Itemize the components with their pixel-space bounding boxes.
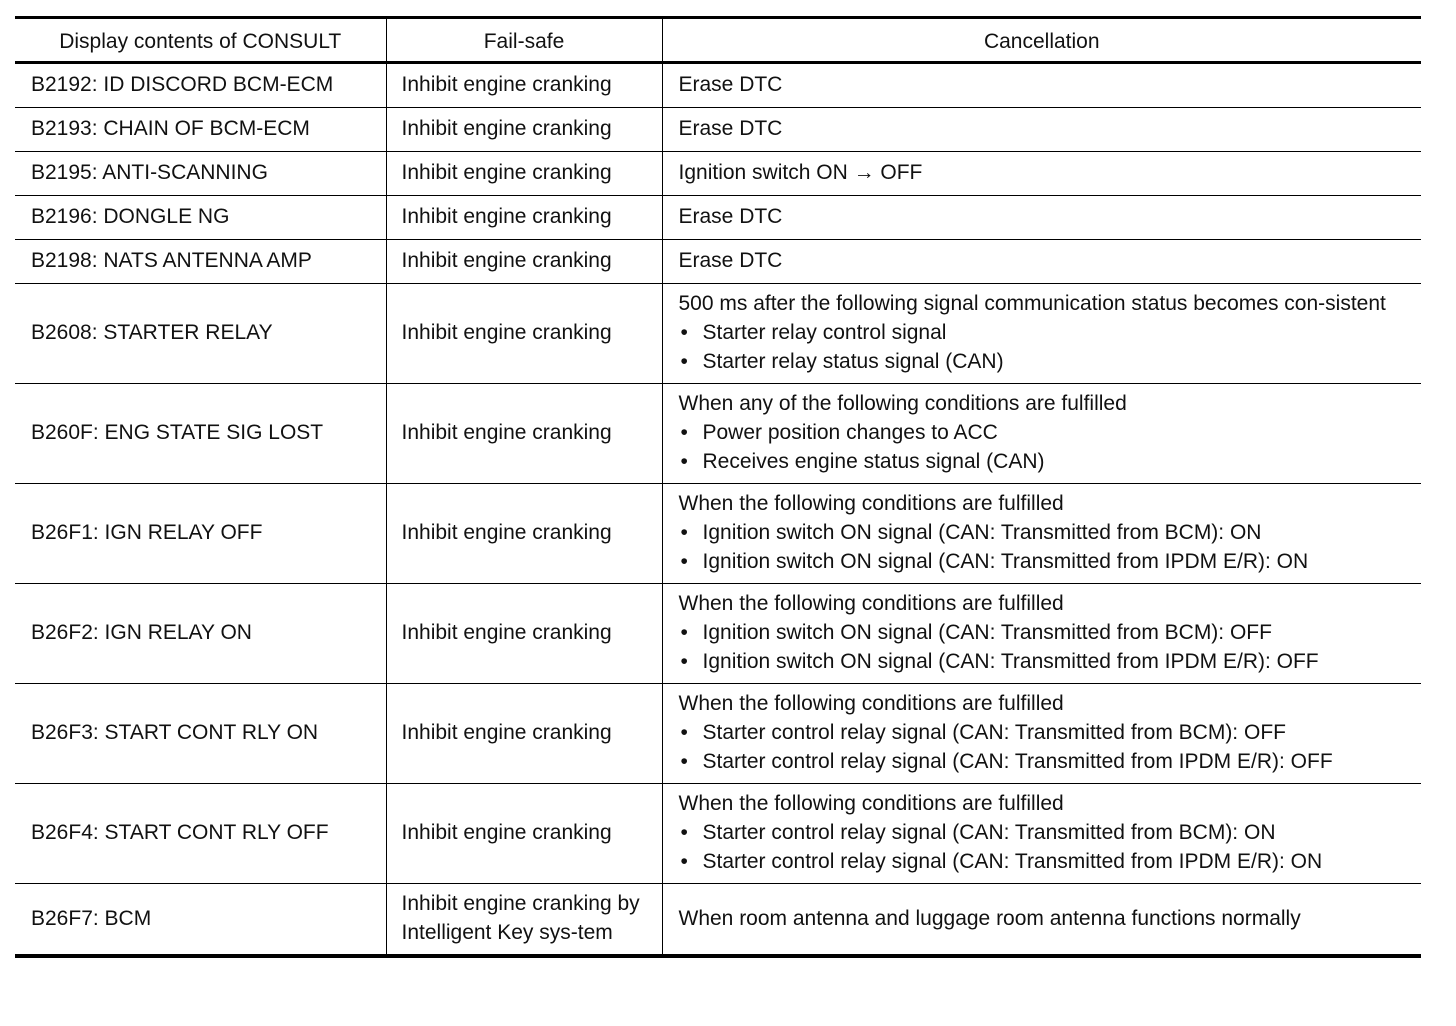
condition-list [679, 518, 1412, 576]
condition-list-item [679, 618, 1412, 647]
bullet-icon: • [680, 850, 688, 873]
cancellation-cell [662, 584, 1421, 684]
fail-safe-cell: Inhibit engine cranking [386, 584, 662, 684]
header-display-contents: Display contents of CONSULT [59, 29, 342, 53]
condition-text: Power position changes to ACC [702, 421, 998, 444]
table-row [15, 284, 1421, 384]
condition-text: Starter relay control signal [702, 321, 947, 344]
display-contents-cell: B26F4: START CONT RLY OFF [15, 784, 386, 884]
cancellation-text: Erase DTC [678, 117, 783, 140]
table-row [15, 884, 1421, 957]
fail-safe-cell: Inhibit engine cranking [386, 484, 662, 584]
bullet-icon: • [680, 721, 688, 744]
cancellation-text: When the following conditions are fulfilled [678, 692, 1064, 715]
condition-list [679, 718, 1412, 776]
cancellation-text: Erase DTC [678, 73, 783, 96]
display-contents-cell: B2195: ANTI-SCANNING [15, 152, 386, 196]
condition-text: Starter relay status signal (CAN) [702, 350, 1004, 373]
dtc-table-container [15, 16, 1421, 958]
dtc-failsafe-table [15, 16, 1421, 958]
condition-text: Ignition switch ON signal (CAN: Transmitted from IPDM E/R): OFF [702, 650, 1319, 673]
cancellation-cell [662, 63, 1421, 108]
table-row [15, 108, 1421, 152]
fail-safe-cell: Inhibit engine cranking [386, 784, 662, 884]
condition-list-item [679, 647, 1412, 676]
condition-list-item [679, 318, 1412, 347]
cancellation-cell [662, 784, 1421, 884]
condition-list-item [679, 818, 1412, 847]
cancellation-text: Ignition switch ON → OFF [678, 161, 923, 184]
condition-list [679, 618, 1412, 676]
display-contents-cell: B2198: NATS ANTENNA AMP [15, 240, 386, 284]
bullet-icon: • [680, 550, 688, 573]
table-row [15, 784, 1421, 884]
display-contents-cell: B26F3: START CONT RLY ON [15, 684, 386, 784]
fail-safe-cell: Inhibit engine cranking [386, 108, 662, 152]
cancellation-text: When room antenna and luggage room antenna functions normally [678, 906, 1301, 930]
fail-safe-cell: Inhibit engine cranking [386, 63, 662, 108]
fail-safe-cell: Inhibit engine cranking by Intelligent Key sys-tem [386, 884, 662, 957]
condition-text: Starter control relay signal (CAN: Transmitted from IPDM E/R): OFF [702, 750, 1333, 773]
fail-safe-cell: Inhibit engine cranking [386, 384, 662, 484]
header-fail-safe: Fail-safe [386, 18, 662, 63]
display-contents-cell: B2193: CHAIN OF BCM-ECM [15, 108, 386, 152]
condition-list-item [679, 747, 1412, 776]
display-contents-cell: B2608: STARTER RELAY [15, 284, 386, 384]
cancellation-cell [662, 108, 1421, 152]
condition-list-item [679, 347, 1412, 376]
display-contents-cell: B260F: ENG STATE SIG LOST [15, 384, 386, 484]
table-row [15, 684, 1421, 784]
condition-text: Ignition switch ON signal (CAN: Transmitted from IPDM E/R): ON [702, 550, 1309, 573]
cancellation-text: 500 ms after the following signal communication status becomes con-sistent [678, 292, 1386, 315]
table-row [15, 484, 1421, 584]
condition-list [679, 418, 1412, 476]
table-row [15, 152, 1421, 196]
display-contents-cell: B2192: ID DISCORD BCM-ECM [15, 63, 386, 108]
cancellation-text: When any of the following conditions are fulfilled [678, 392, 1127, 415]
bullet-icon: • [680, 621, 688, 644]
condition-list-item [679, 518, 1412, 547]
bullet-icon: • [680, 521, 688, 544]
condition-list [679, 318, 1412, 376]
table-row [15, 240, 1421, 284]
fail-safe-cell: Inhibit engine cranking [386, 240, 662, 284]
table-row [15, 63, 1421, 108]
cancellation-cell [662, 684, 1421, 784]
fail-safe-cell: Inhibit engine cranking [386, 152, 662, 196]
cancellation-text: When the following conditions are fulfilled [678, 792, 1064, 815]
cancellation-cell [662, 284, 1421, 384]
bullet-icon: • [680, 350, 688, 373]
condition-text: Receives engine status signal (CAN) [702, 450, 1045, 473]
bullet-icon: • [680, 321, 688, 344]
cancellation-text: Erase DTC [678, 249, 783, 272]
fail-safe-cell: Inhibit engine cranking [386, 284, 662, 384]
cancellation-text: When the following conditions are fulfilled [678, 592, 1064, 615]
cancellation-cell [662, 240, 1421, 284]
bullet-icon: • [680, 421, 688, 444]
table-header [15, 18, 1421, 63]
bullet-icon: • [680, 750, 688, 773]
condition-list-item [679, 547, 1412, 576]
condition-text: Starter control relay signal (CAN: Transmitted from BCM): OFF [702, 721, 1286, 744]
condition-list-item [679, 447, 1412, 476]
cancellation-cell [662, 384, 1421, 484]
condition-list-item [679, 847, 1412, 876]
condition-list-item [679, 718, 1412, 747]
cancellation-cell [662, 196, 1421, 240]
cancellation-text: Erase DTC [678, 205, 783, 228]
cancellation-cell [662, 152, 1421, 196]
bullet-icon: • [680, 650, 688, 673]
condition-text: Ignition switch ON signal (CAN: Transmitted from BCM): OFF [702, 621, 1272, 644]
table-row [15, 384, 1421, 484]
display-contents-cell: B26F1: IGN RELAY OFF [15, 484, 386, 584]
header-cancellation: Cancellation [662, 18, 1421, 63]
display-contents-cell: B2196: DONGLE NG [15, 196, 386, 240]
cancellation-text: When the following conditions are fulfilled [678, 492, 1064, 515]
condition-text: Ignition switch ON signal (CAN: Transmitted from BCM): ON [702, 521, 1262, 544]
cancellation-cell [662, 884, 1421, 957]
header-row [15, 18, 1421, 63]
table-body [15, 63, 1421, 957]
condition-text: Starter control relay signal (CAN: Transmitted from IPDM E/R): ON [702, 850, 1323, 873]
fail-safe-cell: Inhibit engine cranking [386, 684, 662, 784]
table-row [15, 584, 1421, 684]
cancellation-cell [662, 484, 1421, 584]
display-contents-cell: B26F2: IGN RELAY ON [15, 584, 386, 684]
condition-text: Starter control relay signal (CAN: Transmitted from BCM): ON [702, 821, 1276, 844]
bullet-icon: • [680, 450, 688, 473]
bullet-icon: • [680, 821, 688, 844]
fail-safe-cell: Inhibit engine cranking [386, 196, 662, 240]
table-row [15, 196, 1421, 240]
condition-list [679, 818, 1412, 876]
condition-list-item [679, 418, 1412, 447]
display-contents-cell: B26F7: BCM [15, 884, 386, 957]
